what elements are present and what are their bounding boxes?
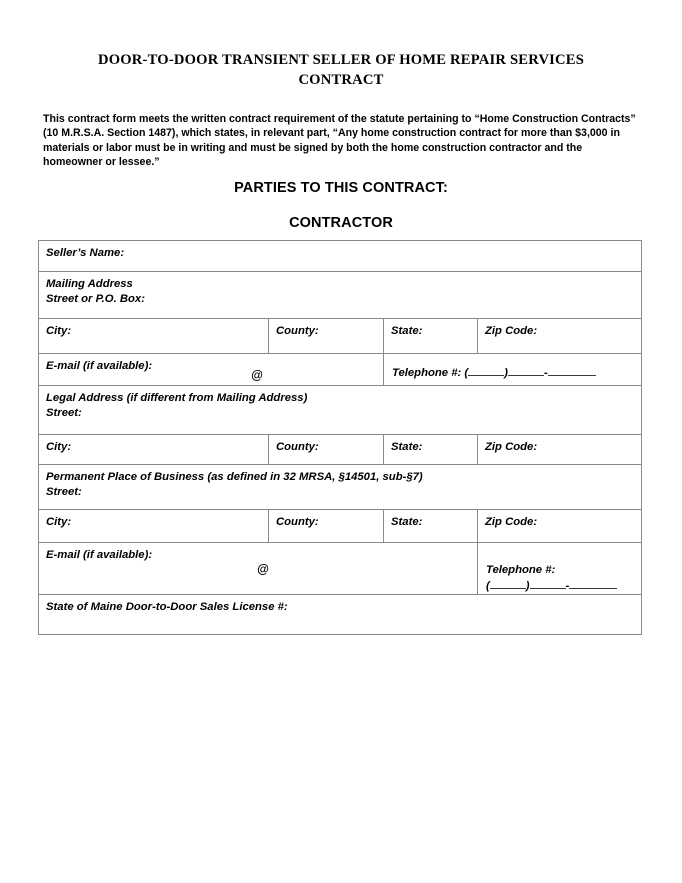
email-label: E-mail (if available): bbox=[46, 549, 153, 561]
permanent-street-label: Street: bbox=[46, 486, 82, 498]
state-label: State: bbox=[391, 325, 423, 337]
telephone-dash: - bbox=[543, 367, 548, 379]
cell-mailing-zip[interactable] bbox=[478, 319, 642, 354]
county-label: County: bbox=[276, 441, 319, 453]
telephone-open-paren: ( bbox=[486, 580, 490, 592]
telephone-line-blank[interactable] bbox=[569, 588, 617, 589]
cell-permanent-state[interactable] bbox=[384, 510, 478, 543]
cell-sales-license[interactable] bbox=[39, 595, 642, 635]
table-row-sales-license bbox=[39, 595, 642, 635]
table-row-seller-name bbox=[39, 241, 642, 272]
cell-permanent-business[interactable] bbox=[39, 465, 642, 510]
at-symbol: @ bbox=[257, 562, 269, 576]
table-row-permanent-email-telephone bbox=[39, 543, 642, 595]
cell-permanent-city[interactable] bbox=[39, 510, 269, 543]
table-row-permanent-place-of-business bbox=[39, 465, 642, 510]
city-label: City: bbox=[46, 516, 72, 528]
cell-mailing-state[interactable] bbox=[384, 319, 478, 354]
zip-code-label: Zip Code: bbox=[485, 516, 538, 528]
telephone-area-code-blank[interactable] bbox=[490, 588, 526, 589]
cell-legal-county[interactable] bbox=[269, 435, 384, 465]
cell-legal-address[interactable] bbox=[39, 386, 642, 435]
zip-code-label: Zip Code: bbox=[485, 441, 538, 453]
contractor-information-table bbox=[38, 240, 642, 635]
table-row-legal-address bbox=[39, 386, 642, 435]
cell-mailing-address[interactable] bbox=[39, 272, 642, 319]
document-title bbox=[60, 50, 622, 90]
cell-permanent-zip[interactable] bbox=[478, 510, 642, 543]
sales-license-label: State of Maine Door-to-Door Sales License #: bbox=[46, 601, 288, 613]
cell-seller-name[interactable] bbox=[39, 241, 642, 272]
telephone-dash: - bbox=[565, 580, 570, 592]
cell-permanent-email[interactable] bbox=[39, 543, 478, 595]
telephone-prefix-blank[interactable] bbox=[508, 375, 544, 376]
telephone-close-paren: ) bbox=[504, 367, 508, 379]
telephone-line-blank[interactable] bbox=[548, 375, 596, 376]
cell-mailing-county[interactable] bbox=[269, 319, 384, 354]
cell-mailing-telephone[interactable] bbox=[384, 354, 642, 386]
mailing-address-label: Mailing Address bbox=[46, 278, 133, 290]
at-symbol: @ bbox=[251, 368, 263, 382]
table-row-legal-city-line bbox=[39, 435, 642, 465]
table-row-mailing-address bbox=[39, 272, 642, 319]
heading-contractor: CONTRACTOR bbox=[289, 215, 393, 231]
zip-code-label: Zip Code: bbox=[485, 325, 538, 337]
intro-paragraph: This contract form meets the written contract requirement of the statute pertaining to “Home Construction Contracts” (10 M.R.S.A. Section 1487), which states, in relevant part, “Any home construction contract for more than $3,000 in materials or labor must be in writing and must be signed by both the home construction contractor and the homeowner or lessee.” bbox=[43, 112, 636, 169]
table-row-permanent-city-line bbox=[39, 510, 642, 543]
state-label: State: bbox=[391, 441, 423, 453]
cell-permanent-telephone[interactable] bbox=[478, 543, 642, 595]
telephone-close-paren: ) bbox=[525, 580, 530, 592]
city-label: City: bbox=[46, 325, 72, 337]
cell-mailing-email[interactable] bbox=[39, 354, 384, 386]
telephone-field-inline bbox=[384, 354, 641, 381]
telephone-label: Telephone #: bbox=[486, 564, 556, 576]
telephone-area-code-blank[interactable] bbox=[468, 375, 504, 376]
county-label: County: bbox=[276, 325, 319, 337]
telephone-label: Telephone #: bbox=[392, 367, 462, 379]
cell-legal-city[interactable] bbox=[39, 435, 269, 465]
email-label: E-mail (if available): bbox=[46, 360, 153, 372]
legal-address-label: Legal Address (if different from Mailing Address) bbox=[46, 392, 308, 404]
table-row-mailing-city-line bbox=[39, 319, 642, 354]
cell-mailing-city[interactable] bbox=[39, 319, 269, 354]
county-label: County: bbox=[276, 516, 319, 528]
heading-parties-to-this-contract: PARTIES TO THIS CONTRACT: bbox=[234, 180, 448, 196]
table-row-mailing-email-telephone bbox=[39, 354, 642, 386]
document-title-line-1: DOOR-TO-DOOR TRANSIENT SELLER OF HOME REPAIR SERVICES bbox=[97, 52, 585, 68]
cell-permanent-county[interactable] bbox=[269, 510, 384, 543]
telephone-prefix-blank[interactable] bbox=[530, 588, 566, 589]
cell-legal-zip[interactable] bbox=[478, 435, 642, 465]
permanent-business-label: Permanent Place of Business (as defined in 32 MRSA, §14501, sub-§7) bbox=[46, 471, 423, 483]
seller-name-label: Seller’s Name: bbox=[46, 247, 125, 259]
mailing-street-label: Street or P.O. Box: bbox=[46, 293, 145, 305]
document-title-line-2: CONTRACT bbox=[298, 72, 384, 88]
telephone-field-stacked bbox=[478, 543, 641, 594]
city-label: City: bbox=[46, 441, 72, 453]
telephone-open-paren: ( bbox=[464, 367, 469, 379]
cell-legal-state[interactable] bbox=[384, 435, 478, 465]
legal-street-label: Street: bbox=[46, 407, 82, 419]
state-label: State: bbox=[391, 516, 423, 528]
